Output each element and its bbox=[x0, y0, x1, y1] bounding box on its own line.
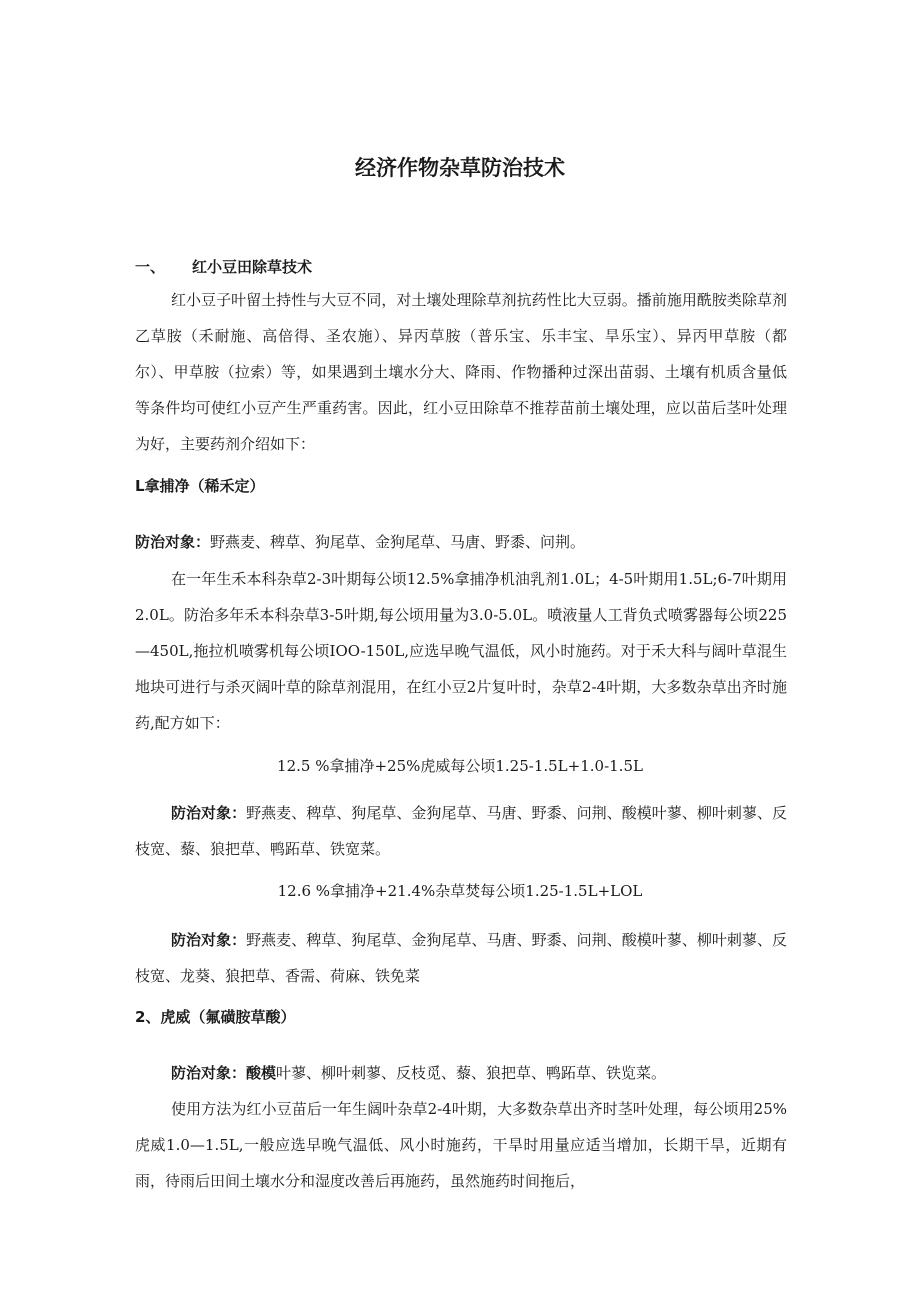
target-text: 野燕麦、稗草、狗尾草、金狗尾草、马唐、野黍、问荆、酸模叶蓼、柳叶刺蓼、反枝宽、藜、狼把草、鸭跖草、铁宽菜。 bbox=[135, 804, 787, 858]
target-label: 防治对象： bbox=[171, 1064, 247, 1082]
item2-heading: 2、虎威（氟磺胺草酸） bbox=[135, 1008, 296, 1026]
target-label: 防治对象： bbox=[171, 804, 247, 822]
target-text: 叶蓼、柳叶刺蓼、反枝觅、藜、狼把草、鸭跖草、铁览菜。 bbox=[276, 1064, 667, 1082]
section-heading bbox=[135, 256, 312, 277]
item2-target-paragraph bbox=[135, 1055, 787, 1091]
item2-usage-paragraph: 使用方法为红小豆苗后一年生阔叶杂草2-4叶期，大多数杂草出齐时茎叶处理，每公顷用25%虎威1.0—1.5L,一般应选早晚气温低、风小时施药，干旱时用量应适当增加，长期干旱，近期有雨，待雨后田间土壤水分和湿度改善后再施药，虽然施药时间拖后， bbox=[135, 1100, 787, 1190]
target-label: 防治对象： bbox=[171, 931, 247, 949]
section-number: 一、 bbox=[135, 258, 166, 276]
formula-1: 12.5 %拿捕净+25%虎威每公顷1.25-1.5L+1.0-1.5L bbox=[277, 757, 643, 775]
item1-target-paragraph bbox=[135, 524, 787, 560]
section-heading-text: 红小豆田除草技术 bbox=[192, 258, 313, 276]
target-text: 野燕麦、稗草、狗尾草、金狗尾草、马唐、野黍、问荆。 bbox=[210, 533, 586, 551]
page-title: 经济作物杂草防治技术 bbox=[355, 156, 565, 180]
formula-2: 12.6 %拿捕净+21.4%杂草焚每公顷1.25-1.5L+LOL bbox=[277, 882, 643, 900]
intro-paragraph: 红小豆子叶留土持性与大豆不同，对土壤处理除草剂抗药性比大豆弱。播前施用酰胺类除草剂乙草胺（禾耐施、高倍得、圣农施）、异丙草胺（普乐宝、乐丰宝、旱乐宝）、异丙甲草胺（都尔）、甲草胺（拉索）等，如果遇到土壤水分大、降雨、作物播种过深出苗弱、土壤有机质含量低等条件均可使红小豆产生严重药害。因此，红小豆田除草不推荐苗前土壤处理，应以苗后茎叶处理为好，主要药剂介绍如下： bbox=[135, 291, 787, 453]
target-label: 防治对象： bbox=[135, 533, 211, 551]
item1-target3-paragraph bbox=[135, 922, 787, 994]
item1-heading: L拿捕净（稀禾定） bbox=[135, 477, 265, 495]
item1-usage-paragraph: 在一年生禾本科杂草2-3叶期每公顷12.5%拿捕净机油乳剂1.0L；4-5叶期用1.5L;6-7叶期用2.0L。防治多年禾本科杂草3-5叶期,每公顷用量为3.0-5.0L。喷液量人工背负式喷雾器每公顷225—450L,拖拉机喷雾机每公顷IOO-150L,应选早晚气温低，风小时施药。对于禾大科与阔叶草混生地块可进行与杀灭阔叶草的除草剂混用，在红小豆2片复叶时，杂草2-4叶期，大多数杂草出齐时施药,配方如下： bbox=[135, 570, 787, 732]
target-text: 野燕麦、稗草、狗尾草、金狗尾草、马唐、野黍、问荆、酸模叶蓼、柳叶刺蓼、反枝宽、龙葵、狼把草、香需、荷麻、铁免菜 bbox=[135, 931, 787, 985]
item1-target2-paragraph bbox=[135, 795, 787, 867]
target-bold-text: 酸模 bbox=[246, 1064, 277, 1082]
